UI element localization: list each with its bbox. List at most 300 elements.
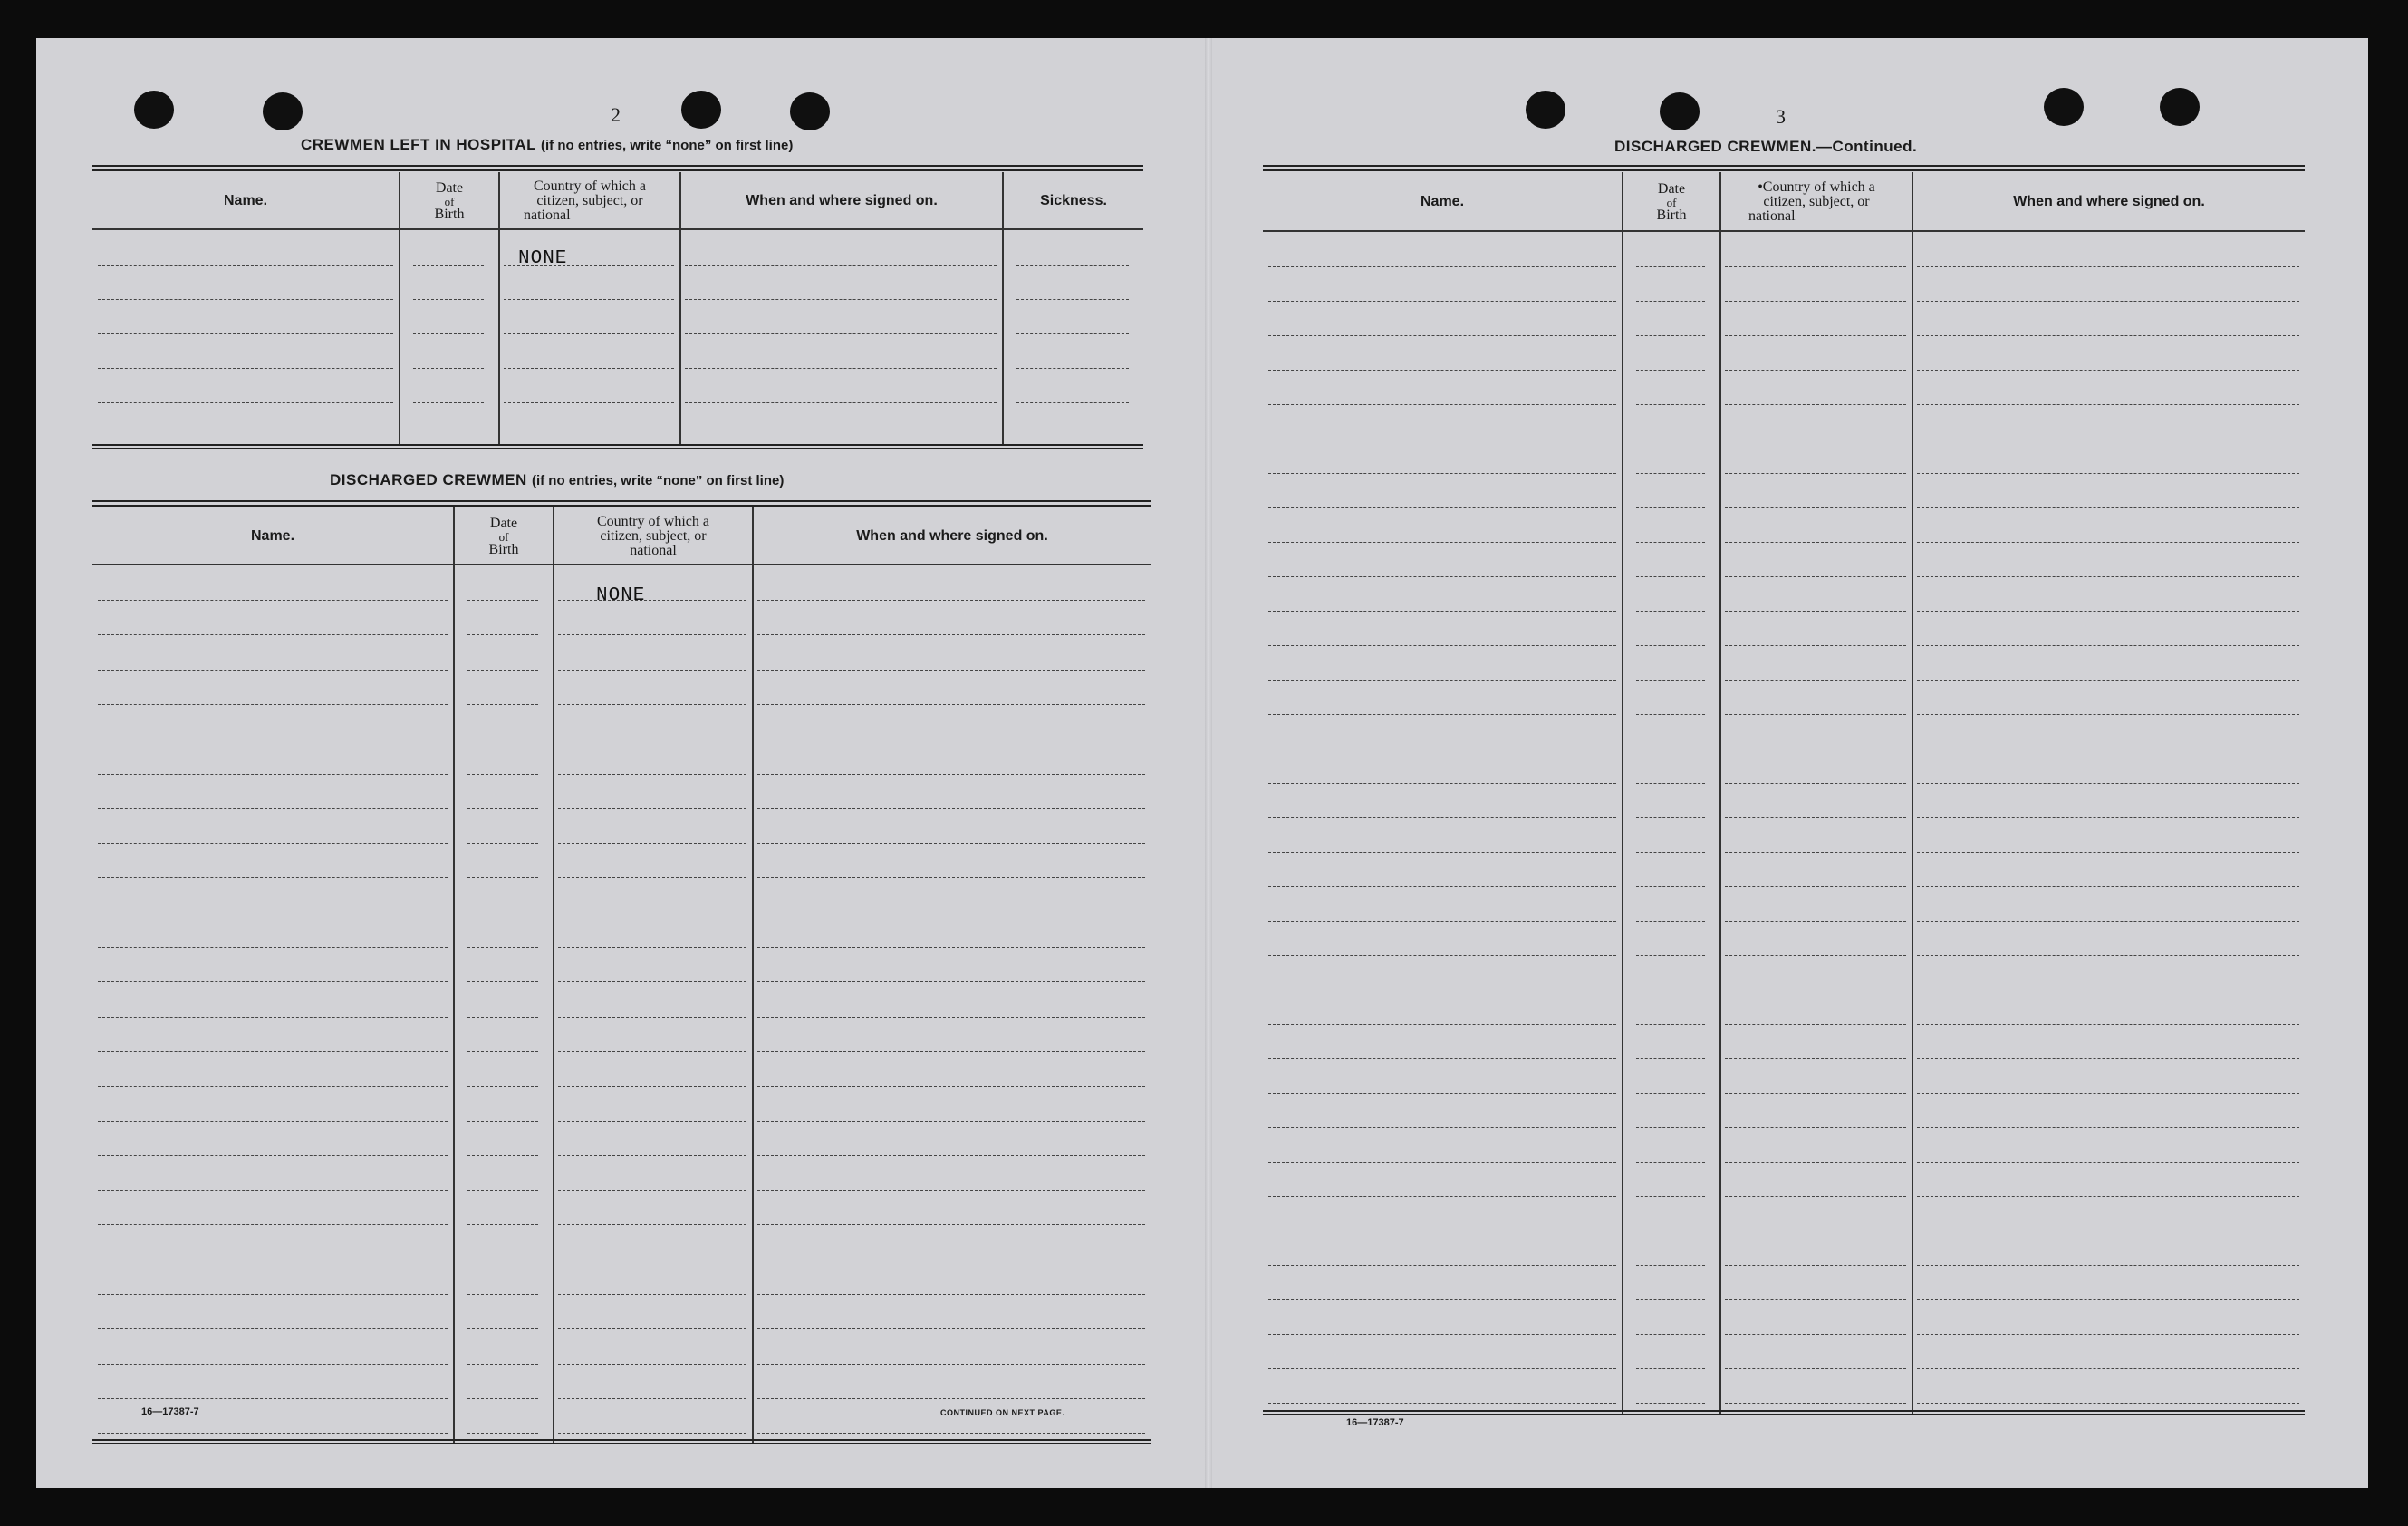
- dotted-entry-line: [1636, 1403, 1705, 1404]
- dotted-entry-line: [504, 299, 674, 300]
- dotted-entry-line: [98, 843, 448, 844]
- punch-hole: [1526, 91, 1565, 129]
- dotted-entry-line: [757, 877, 1145, 878]
- right-page: [1212, 38, 2368, 1488]
- table-top-rule: [1263, 165, 2305, 171]
- header-name: Name.: [250, 528, 295, 544]
- dotted-entry-line: [1268, 611, 1616, 612]
- dotted-entry-line: [1725, 507, 1906, 508]
- dotted-entry-line: [98, 1328, 448, 1329]
- dotted-entry-line: [1725, 783, 1906, 784]
- dotted-entry-line: [1636, 955, 1705, 956]
- dotted-entry-line: [1725, 1093, 1906, 1094]
- header-date-of-birth: [400, 174, 498, 228]
- dotted-entry-line: [1636, 817, 1705, 818]
- hospital-section-title: [301, 136, 793, 154]
- dotted-entry-line: [685, 333, 997, 334]
- dotted-entry-line: [757, 1433, 1145, 1434]
- header-date-of-birth: [455, 509, 553, 564]
- dotted-entry-line: [467, 670, 538, 671]
- dotted-entry-line: [467, 808, 538, 809]
- dotted-entry-line: [98, 1190, 448, 1191]
- header-rule: [92, 564, 1151, 565]
- dotted-entry-line: [98, 1364, 448, 1365]
- dotted-entry-line: [558, 634, 746, 635]
- dotted-entry-line: [558, 1294, 746, 1295]
- dotted-entry-line: [558, 1051, 746, 1052]
- dotted-entry-line: [1725, 404, 1906, 405]
- dotted-entry-line: [467, 981, 538, 982]
- dotted-entry-line: [467, 877, 538, 878]
- dotted-entry-line: [1016, 402, 1129, 403]
- punch-hole: [1660, 92, 1700, 130]
- dotted-entry-line: [558, 1155, 746, 1156]
- dotted-entry-line: [685, 265, 997, 266]
- dotted-entry-line: [1268, 886, 1616, 887]
- dotted-entry-line: [1917, 507, 2299, 508]
- dotted-entry-line: [1725, 1265, 1906, 1266]
- header-date-line: Birth: [434, 206, 465, 222]
- dotted-entry-line: [757, 1224, 1145, 1225]
- dotted-entry-line: [1725, 1058, 1906, 1059]
- header-country-line: national: [1748, 208, 1796, 224]
- dotted-entry-line: [467, 600, 538, 601]
- discharged-section-title: [330, 471, 784, 489]
- dotted-entry-line: [558, 1017, 746, 1018]
- dotted-entry-line: [1016, 333, 1129, 334]
- dotted-entry-line: [757, 600, 1145, 601]
- dotted-entry-line: [558, 843, 746, 844]
- dotted-entry-line: [558, 808, 746, 809]
- dotted-entry-line: [98, 947, 448, 948]
- dotted-entry-line: [1636, 1196, 1705, 1197]
- discharged-table: [92, 500, 1151, 1443]
- dotted-entry-line: [467, 1121, 538, 1122]
- dotted-entry-line: [1016, 368, 1129, 369]
- column-divider: [752, 507, 754, 1443]
- dotted-entry-line: [558, 774, 746, 775]
- dotted-entry-line: [1725, 611, 1906, 612]
- column-divider: [1622, 172, 1623, 1414]
- dotted-entry-line: [1636, 1162, 1705, 1163]
- dotted-entry-line: [98, 299, 393, 300]
- page-number: 2: [611, 103, 621, 126]
- dotted-entry-line: [98, 265, 393, 266]
- dotted-entry-line: [98, 704, 448, 705]
- dotted-entry-line: [757, 1364, 1145, 1365]
- dotted-entry-line: [1725, 1127, 1906, 1128]
- dotted-entry-line: [1636, 404, 1705, 405]
- dotted-entry-line: [757, 843, 1145, 844]
- dotted-entry-line: [1917, 955, 2299, 956]
- dotted-entry-line: [1725, 886, 1906, 887]
- dotted-entry-line: [1917, 886, 2299, 887]
- dotted-entry-line: [98, 368, 393, 369]
- dotted-entry-line: [1636, 1334, 1705, 1335]
- table-top-rule: [92, 165, 1143, 171]
- scanned-document: [36, 38, 2368, 1488]
- dotted-entry-line: [1636, 1127, 1705, 1128]
- dotted-entry-line: [1636, 1024, 1705, 1025]
- dotted-entry-line: [757, 1086, 1145, 1087]
- dotted-entry-line: [1636, 645, 1705, 646]
- dotted-entry-line: [98, 1433, 448, 1434]
- dotted-entry-line: [1917, 335, 2299, 336]
- dotted-entry-line: [1268, 1093, 1616, 1094]
- dotted-entry-line: [98, 1017, 448, 1018]
- hospital-entry-none: NONE: [518, 248, 568, 269]
- dotted-entry-line: [1016, 299, 1129, 300]
- header-country: [500, 174, 679, 228]
- continued-note: CONTINUED ON NEXT PAGE.: [940, 1408, 1065, 1417]
- dotted-entry-line: [1917, 1093, 2299, 1094]
- dotted-entry-line: [1725, 921, 1906, 922]
- header-country: [1721, 174, 1912, 230]
- dotted-entry-line: [757, 1328, 1145, 1329]
- header-country-line: Country of which a: [534, 179, 646, 194]
- dotted-entry-line: [1636, 1058, 1705, 1059]
- dotted-entry-line: [467, 634, 538, 635]
- header-date-line: Date: [489, 515, 518, 531]
- header-date-line: Date: [1657, 180, 1686, 197]
- dotted-entry-line: [1917, 714, 2299, 715]
- dotted-entry-line: [98, 877, 448, 878]
- dotted-entry-line: [1636, 714, 1705, 715]
- dotted-entry-line: [1268, 1299, 1616, 1300]
- dotted-entry-line: [1917, 1334, 2299, 1335]
- dotted-entry-line: [1917, 576, 2299, 577]
- dotted-entry-line: [1268, 1127, 1616, 1128]
- punch-hole: [134, 91, 174, 129]
- header-when-where: When and where signed on.: [746, 193, 938, 208]
- dotted-entry-line: [558, 1121, 746, 1122]
- dotted-entry-line: [558, 1224, 746, 1225]
- dotted-entry-line: [1917, 645, 2299, 646]
- dotted-entry-line: [1268, 301, 1616, 302]
- dotted-entry-line: [1725, 576, 1906, 577]
- dotted-entry-line: [1268, 1334, 1616, 1335]
- dotted-entry-line: [1917, 1299, 2299, 1300]
- dotted-entry-line: [98, 670, 448, 671]
- dotted-entry-line: [1917, 1196, 2299, 1197]
- dotted-entry-line: [98, 1121, 448, 1122]
- dotted-entry-line: [558, 981, 746, 982]
- dotted-entry-line: [1917, 680, 2299, 681]
- dotted-entry-line: [413, 402, 484, 403]
- dotted-entry-line: [1268, 404, 1616, 405]
- column-divider: [453, 507, 455, 1443]
- dotted-entry-line: [757, 947, 1145, 948]
- dotted-entry-line: [1917, 542, 2299, 543]
- header-name: Name.: [1420, 194, 1465, 209]
- dotted-entry-line: [1725, 1403, 1906, 1404]
- header-country-line: •Country of which a: [1758, 179, 1875, 195]
- dotted-entry-line: [1636, 1299, 1705, 1300]
- dotted-entry-line: [1725, 714, 1906, 715]
- dotted-entry-line: [1917, 473, 2299, 474]
- dotted-entry-line: [685, 368, 997, 369]
- punch-hole: [790, 92, 830, 130]
- discharged-entry-none: NONE: [596, 585, 646, 606]
- column-divider: [553, 507, 554, 1443]
- header-when-where: When and where signed on.: [856, 528, 1048, 544]
- dotted-entry-line: [467, 1086, 538, 1087]
- dotted-entry-line: [1917, 852, 2299, 853]
- dotted-entry-line: [1268, 955, 1616, 956]
- dotted-entry-line: [1268, 1024, 1616, 1025]
- dotted-entry-line: [1636, 852, 1705, 853]
- header-date-line: Birth: [1656, 207, 1687, 223]
- dotted-entry-line: [1636, 680, 1705, 681]
- punch-hole: [2044, 88, 2084, 126]
- dotted-entry-line: [1917, 1403, 2299, 1404]
- dotted-entry-line: [504, 402, 674, 403]
- dotted-entry-line: [1917, 921, 2299, 922]
- punch-hole: [681, 91, 721, 129]
- dotted-entry-line: [558, 1190, 746, 1191]
- header-country: [554, 509, 752, 564]
- dotted-entry-line: [1917, 404, 2299, 405]
- dotted-entry-line: [467, 1190, 538, 1191]
- header-country-line: national: [630, 543, 677, 558]
- dotted-entry-line: [1725, 1162, 1906, 1163]
- dotted-entry-line: [1268, 1058, 1616, 1059]
- dotted-entry-line: [467, 704, 538, 705]
- dotted-entry-line: [558, 670, 746, 671]
- dotted-entry-line: [1917, 817, 2299, 818]
- dotted-entry-line: [757, 634, 1145, 635]
- dotted-entry-line: [1636, 921, 1705, 922]
- punch-hole: [263, 92, 303, 130]
- dotted-entry-line: [685, 402, 997, 403]
- dotted-entry-line: [757, 808, 1145, 809]
- dotted-entry-line: [467, 1433, 538, 1434]
- dotted-entry-line: [1268, 266, 1616, 267]
- dotted-entry-line: [757, 981, 1145, 982]
- dotted-entry-line: [1725, 1299, 1906, 1300]
- dotted-entry-line: [1268, 852, 1616, 853]
- dotted-entry-line: [1636, 611, 1705, 612]
- dotted-entry-line: [1917, 301, 2299, 302]
- dotted-entry-line: [1917, 1058, 2299, 1059]
- dotted-entry-line: [98, 1086, 448, 1087]
- dotted-entry-line: [504, 368, 674, 369]
- dotted-entry-line: [757, 1294, 1145, 1295]
- dotted-entry-line: [1268, 714, 1616, 715]
- dotted-entry-line: [1725, 266, 1906, 267]
- column-divider: [399, 172, 400, 446]
- dotted-entry-line: [98, 333, 393, 334]
- dotted-entry-line: [757, 1017, 1145, 1018]
- dotted-entry-line: [558, 1364, 746, 1365]
- dotted-entry-line: [98, 1051, 448, 1052]
- header-date-line: Date: [435, 179, 464, 196]
- dotted-entry-line: [1268, 783, 1616, 784]
- dotted-entry-line: [467, 1328, 538, 1329]
- header-sickness: Sickness.: [1040, 193, 1107, 208]
- dotted-entry-line: [98, 1294, 448, 1295]
- header-date-line: Birth: [488, 541, 519, 557]
- dotted-entry-line: [558, 704, 746, 705]
- left-page: [36, 38, 1205, 1488]
- dotted-entry-line: [1917, 1368, 2299, 1369]
- dotted-entry-line: [1636, 473, 1705, 474]
- dotted-entry-line: [1268, 335, 1616, 336]
- dotted-entry-line: [1917, 266, 2299, 267]
- dotted-entry-line: [1268, 680, 1616, 681]
- discharged-continued-table: [1263, 165, 2305, 1452]
- column-divider: [498, 172, 500, 446]
- dotted-entry-line: [1016, 265, 1129, 266]
- dotted-entry-line: [1725, 1024, 1906, 1025]
- discharged-title-note: (if no entries, write “none” on first line): [531, 473, 785, 488]
- dotted-entry-line: [685, 299, 997, 300]
- dotted-entry-line: [1917, 783, 2299, 784]
- dotted-entry-line: [1268, 370, 1616, 371]
- header-date-line: of: [1666, 195, 1677, 209]
- dotted-entry-line: [757, 704, 1145, 705]
- dotted-entry-line: [98, 774, 448, 775]
- dotted-entry-line: [1268, 473, 1616, 474]
- dotted-entry-line: [467, 843, 538, 844]
- header-name: Name.: [223, 193, 268, 208]
- header-country-line: national: [524, 208, 571, 223]
- dotted-entry-line: [1636, 370, 1705, 371]
- dotted-entry-line: [413, 299, 484, 300]
- dotted-entry-line: [1917, 1162, 2299, 1163]
- table-bottom-rule: [92, 444, 1143, 449]
- dotted-entry-line: [757, 1051, 1145, 1052]
- dotted-entry-line: [1268, 1403, 1616, 1404]
- column-divider: [1002, 172, 1004, 446]
- header-rule: [1263, 230, 2305, 232]
- dotted-entry-line: [1268, 1162, 1616, 1163]
- hospital-table: [92, 165, 1143, 451]
- dotted-entry-line: [558, 1433, 746, 1434]
- dotted-entry-line: [1725, 645, 1906, 646]
- dotted-entry-line: [558, 600, 746, 601]
- dotted-entry-line: [1725, 1368, 1906, 1369]
- dotted-entry-line: [467, 774, 538, 775]
- dotted-entry-line: [467, 1224, 538, 1225]
- hospital-title-note: (if no entries, write “none” on first line): [541, 138, 794, 153]
- hospital-title-text: CREWMEN LEFT IN HOSPITAL: [301, 136, 536, 153]
- punch-hole: [2160, 88, 2200, 126]
- dotted-entry-line: [1636, 266, 1705, 267]
- dotted-entry-line: [1917, 1127, 2299, 1128]
- dotted-entry-line: [1636, 542, 1705, 543]
- table-top-rule: [92, 500, 1151, 507]
- dotted-entry-line: [757, 670, 1145, 671]
- dotted-entry-line: [98, 402, 393, 403]
- dotted-entry-line: [98, 981, 448, 982]
- dotted-entry-line: [1636, 1265, 1705, 1266]
- dotted-entry-line: [467, 1294, 538, 1295]
- dotted-entry-line: [1636, 576, 1705, 577]
- dotted-entry-line: [1268, 1265, 1616, 1266]
- dotted-entry-line: [757, 1398, 1145, 1399]
- dotted-entry-line: [558, 1328, 746, 1329]
- dotted-entry-line: [1268, 1368, 1616, 1369]
- dotted-entry-line: [98, 1224, 448, 1225]
- dotted-entry-line: [1268, 817, 1616, 818]
- dotted-entry-line: [413, 265, 484, 266]
- header-country-line: citizen, subject, or: [600, 528, 707, 544]
- dotted-entry-line: [467, 1364, 538, 1365]
- column-divider: [679, 172, 681, 446]
- dotted-entry-line: [1917, 1024, 2299, 1025]
- page-fold: [1205, 38, 1212, 1488]
- dotted-entry-line: [98, 600, 448, 601]
- dotted-entry-line: [1917, 611, 2299, 612]
- dotted-entry-line: [1725, 1334, 1906, 1335]
- column-divider: [1912, 172, 1913, 1414]
- form-number: 16—17387-7: [1346, 1417, 1404, 1428]
- column-divider: [1719, 172, 1721, 1414]
- table-bottom-rule: [1263, 1410, 2305, 1415]
- dotted-entry-line: [1725, 473, 1906, 474]
- dotted-entry-line: [1636, 335, 1705, 336]
- dotted-entry-line: [98, 634, 448, 635]
- header-rule: [92, 228, 1143, 230]
- header-date-line: of: [498, 529, 509, 544]
- dotted-entry-line: [1725, 817, 1906, 818]
- dotted-entry-line: [1636, 1368, 1705, 1369]
- dotted-entry-line: [1268, 507, 1616, 508]
- dotted-entry-line: [1268, 1196, 1616, 1197]
- dotted-entry-line: [1725, 370, 1906, 371]
- dotted-entry-line: [558, 877, 746, 878]
- dotted-entry-line: [467, 1398, 538, 1399]
- page-number: 3: [1776, 105, 1786, 128]
- dotted-entry-line: [98, 1398, 448, 1399]
- dotted-entry-line: [1725, 680, 1906, 681]
- dotted-entry-line: [467, 947, 538, 948]
- dotted-entry-line: [558, 947, 746, 948]
- dotted-entry-line: [1268, 921, 1616, 922]
- discharged-title-text: DISCHARGED CREWMEN: [330, 471, 527, 488]
- dotted-entry-line: [1725, 542, 1906, 543]
- dotted-entry-line: [467, 1155, 538, 1156]
- dotted-entry-line: [558, 1398, 746, 1399]
- dotted-entry-line: [1725, 955, 1906, 956]
- dotted-entry-line: [1268, 576, 1616, 577]
- dotted-entry-line: [1268, 542, 1616, 543]
- dotted-entry-line: [1268, 645, 1616, 646]
- dotted-entry-line: [413, 333, 484, 334]
- dotted-entry-line: [98, 808, 448, 809]
- dotted-entry-line: [757, 1190, 1145, 1191]
- header-date-line: of: [444, 194, 455, 208]
- header-country-line: Country of which a: [597, 514, 709, 529]
- dotted-entry-line: [558, 1086, 746, 1087]
- dotted-entry-line: [1636, 301, 1705, 302]
- dotted-entry-line: [467, 1017, 538, 1018]
- dotted-entry-line: [1636, 1093, 1705, 1094]
- dotted-entry-line: [1636, 886, 1705, 887]
- dotted-entry-line: [1725, 852, 1906, 853]
- table-bottom-rule: [92, 1439, 1151, 1444]
- dotted-entry-line: [1725, 1196, 1906, 1197]
- dotted-entry-line: [1725, 335, 1906, 336]
- dotted-entry-line: [1725, 301, 1906, 302]
- dotted-entry-line: [757, 1155, 1145, 1156]
- header-when-where: When and where signed on.: [2013, 194, 2205, 209]
- dotted-entry-line: [504, 333, 674, 334]
- header-country-line: citizen, subject, or: [1763, 194, 1870, 209]
- dotted-entry-line: [757, 774, 1145, 775]
- dotted-entry-line: [413, 368, 484, 369]
